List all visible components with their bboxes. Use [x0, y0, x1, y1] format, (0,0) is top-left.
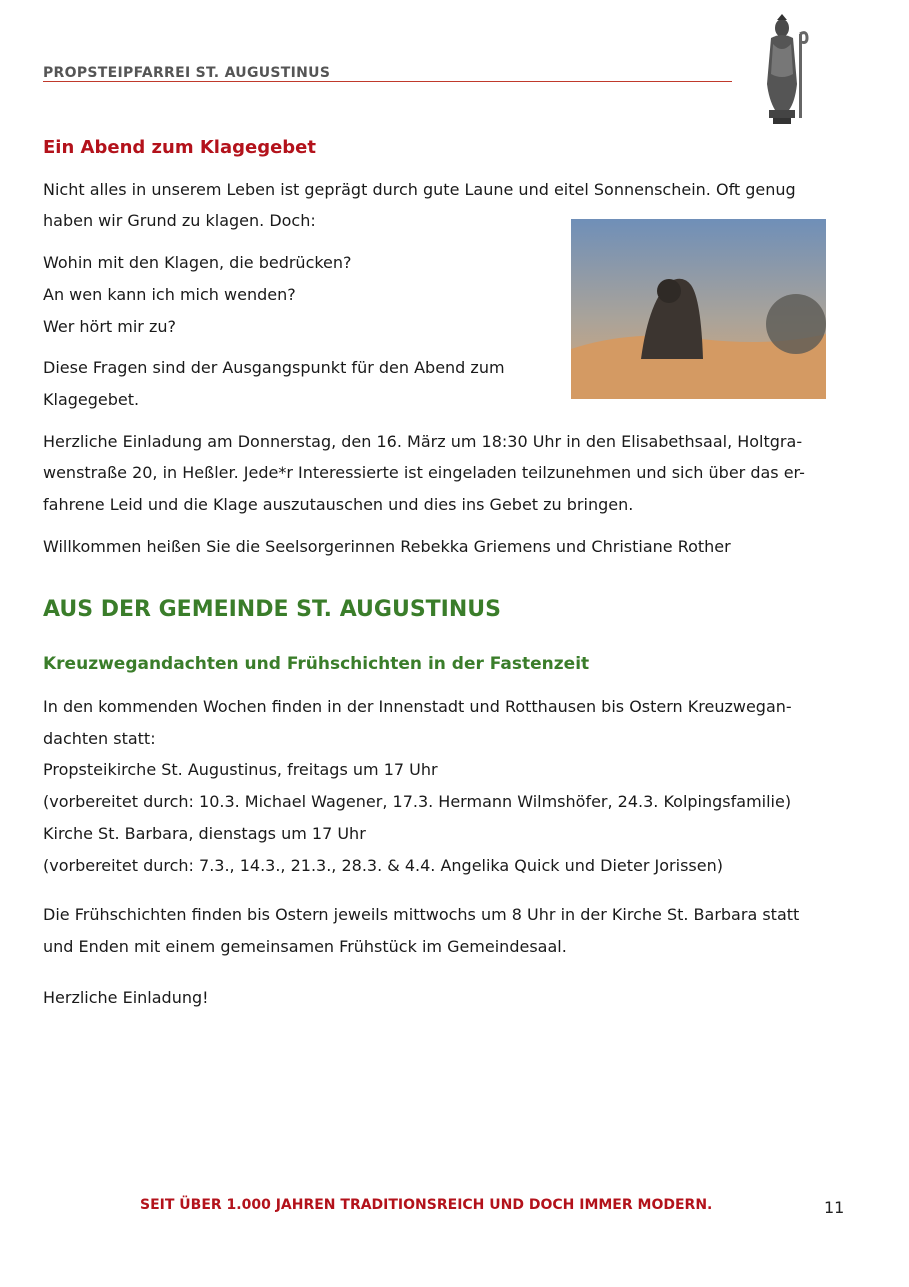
footer-slogan: SEIT ÜBER 1.000 JAHREN TRADITIONSREICH UND DOCH IMMER MODERN. [140, 1197, 713, 1213]
welcome-text: Willkommen heißen Sie die Seelsorgerinnen Rebekka Griemens und Christiane Rother [43, 536, 731, 556]
questions-conclusion: Diese Fragen sind der Ausgangspunkt für den Abend zum Klagegebet. [43, 358, 505, 409]
section-heading-klagegebet: Ein Abend zum Klagegebet [43, 137, 316, 158]
saint-statue-icon [755, 14, 815, 126]
subheading-kreuzweg: Kreuzwegandachten und Frühschichten in der Fastenzeit [43, 654, 590, 674]
fruehschicht-text: Die Frühschichten finden bis Ostern jeweils mittwochs um 8 Uhr in der Kirche St. Barbara statt und Enden mit einem gemeinsamen Frühstück im Gemeindesaal. [43, 905, 800, 956]
parish-title: PROPSTEIPFARREI ST. AUGUSTINUS [43, 65, 331, 81]
questions: Wohin mit den Klagen, die bedrücken? An wen kann ich mich wenden? Wer hört mir zu? [43, 253, 352, 336]
page-header [43, 62, 732, 82]
kreuzweg-text: In den kommenden Wochen finden in der Innenstadt und Rotthausen bis Ostern Kreuzwegan- dachten statt: Propsteikirche St. Augustinus, freitags um 17 Uhr (vorbereitet durch: 10.3. Michael Wagener, 17.3. Hermann Wilmshöfer, 24.3. Kolpingsfamilie) Kirche St. Barbara, dienstags um 17 Uhr (vorbereitet durch: 7.3., 14.3., 21.3., 28.3. & 4.4. Angelika Quick und Dieter Jorissen) [43, 697, 792, 875]
closing-text: Herzliche Einladung! [43, 988, 209, 1007]
invitation-text: Herzliche Einladung am Donnerstag, den 16. März um 18:30 Uhr in den Elisabethsaal, Holtgra- wenstraße 20, in Heßler. Jede*r Interessierte ist eingeladen teilzunehmen und sich über das er- fahrene Leid und die Klage auszutauschen und dies ins Gebet zu bringen. [43, 431, 805, 515]
intro-text: Nicht alles in unserem Leben ist geprägt durch gute Laune und eitel Sonnenschein. Oft genug haben wir Grund zu klagen. Doch: [43, 179, 796, 231]
lamenting-figure-image [571, 219, 826, 399]
page-number: 11 [824, 1198, 845, 1217]
section-heading-gemeinde: AUS DER GEMEINDE ST. AUGUSTINUS [43, 597, 501, 622]
